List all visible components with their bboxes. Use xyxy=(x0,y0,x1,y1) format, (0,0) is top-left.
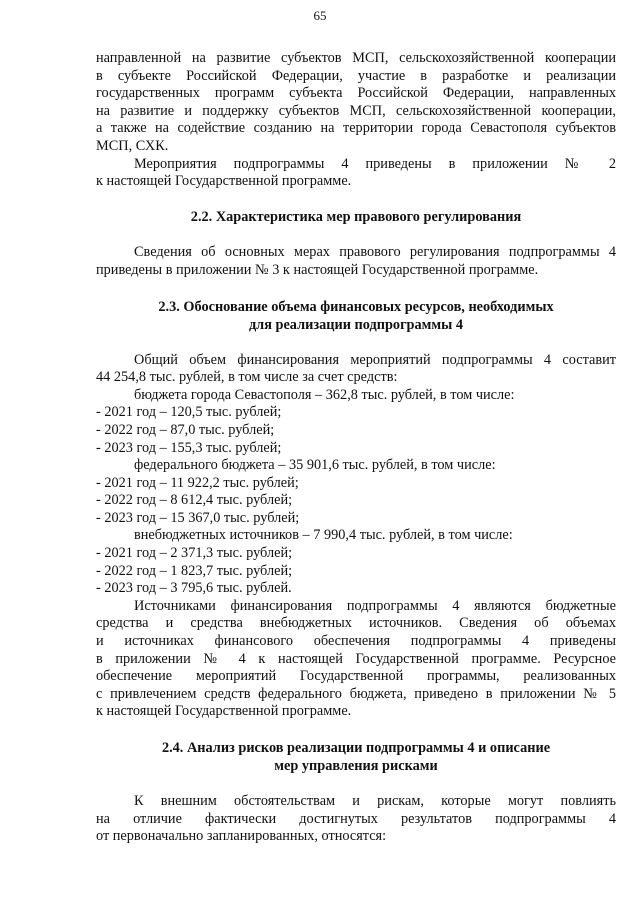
text-line: 44 254,8 тыс. рублей, в том числе за счет средств: xyxy=(96,369,398,386)
list-item: - 2021 год – 2 371,3 тыс. рублей; xyxy=(96,545,293,562)
risks-paragraph xyxy=(96,793,616,846)
text-line: Источниками финансирования подпрограммы 4 являются бюджетные xyxy=(134,597,616,614)
list-item: - 2021 год – 11 922,2 тыс. рублей; xyxy=(96,474,299,491)
page-number: 65 xyxy=(313,8,327,23)
list-item: - 2022 год – 8 612,4 тыс. рублей; xyxy=(96,492,293,509)
heading-line: для реализации подпрограммы 4 xyxy=(248,316,464,333)
heading-line: 2.4. Анализ рисков реализации подпрограммы 4 и описание xyxy=(161,740,551,756)
text-line: на отличие фактически достигнутых результатов подпрограммы 4 xyxy=(96,810,616,827)
text-line: Сведения об основных мерах правового регулирования подпрограммы 4 xyxy=(134,244,616,261)
funding-paragraph xyxy=(96,352,616,598)
list-item: - 2022 год – 1 823,7 тыс. рублей; xyxy=(96,562,293,579)
list-item: - 2022 год – 87,0 тыс. рублей; xyxy=(96,421,275,438)
text-line: на развитие и поддержку субъектов МСП, сельскохозяйственной кооперации, xyxy=(96,102,616,119)
measures-paragraph xyxy=(96,156,616,191)
text-line: с привлечением средств федерального бюджета, приведено в приложении № 5 xyxy=(96,685,616,702)
text-line: К внешним обстоятельствам и рискам, которые могут повлиять xyxy=(134,793,616,809)
document-body xyxy=(96,50,616,846)
section-heading-2-4 xyxy=(96,739,616,775)
heading-line: 2.3. Обоснование объема финансовых ресурсов, необходимых xyxy=(158,298,554,315)
text-line: а также на содействие созданию на территории города Севастополя субъектов xyxy=(96,120,616,137)
text-line: в приложении № 4 к настоящей Государственной программе. Ресурсное xyxy=(96,650,616,667)
list-item: - 2023 год – 3 795,6 тыс. рублей. xyxy=(96,580,292,597)
text-line: Общий объем финансирования мероприятий подпрограммы 4 составит xyxy=(134,351,616,368)
text-line: от первоначально запланированных, относятся: xyxy=(96,828,387,845)
federal-budget-line: федерального бюджета – 35 901,6 тыс. рублей, в том числе: xyxy=(134,457,496,474)
text-line: обеспечение мероприятий Государственной программы, реализованных xyxy=(96,668,616,685)
text-line: в субъекте Российской Федерации, участие в разработке и реализации xyxy=(96,67,616,84)
city-budget-line: бюджета города Севастополя – 362,8 тыс. рублей, в том числе: xyxy=(134,386,515,403)
intro-paragraph xyxy=(96,50,616,156)
section-2-2-paragraph xyxy=(96,244,616,279)
sources-paragraph xyxy=(96,598,616,721)
text-line: государственных программ субъекта Российской Федерации, направленных xyxy=(96,85,616,102)
text-line: МСП, СХК. xyxy=(96,137,169,154)
extra-budget-line: внебюджетных источников – 7 990,4 тыс. рублей, в том числе: xyxy=(134,527,513,544)
text-line: и источниках финансового обеспечения подпрограммы 4 приведены xyxy=(96,633,616,650)
text-line: направленной на развитие субъектов МСП, сельскохозяйственной кооперации xyxy=(96,50,616,66)
section-heading-2-2: 2.2. Характеристика мер правового регулирования xyxy=(190,208,522,225)
text-line: средства и средства внебюджетных источников. Сведения об объемах xyxy=(96,615,616,632)
text-line: приведены в приложении № 3 к настоящей Государственной программе. xyxy=(96,261,539,278)
text-line: к настоящей Государственной программе. xyxy=(96,703,352,720)
text-line: Мероприятия подпрограммы 4 приведены в приложении № 2 xyxy=(134,155,616,172)
list-item: - 2023 год – 15 367,0 тыс. рублей; xyxy=(96,509,300,526)
heading-line: мер управления рисками xyxy=(274,758,438,774)
list-item: - 2021 год – 120,5 тыс. рублей; xyxy=(96,404,282,421)
list-item: - 2023 год – 155,3 тыс. рублей; xyxy=(96,439,282,456)
section-heading-2-3 xyxy=(96,298,616,334)
text-line: к настоящей Государственной программе. xyxy=(96,173,352,190)
